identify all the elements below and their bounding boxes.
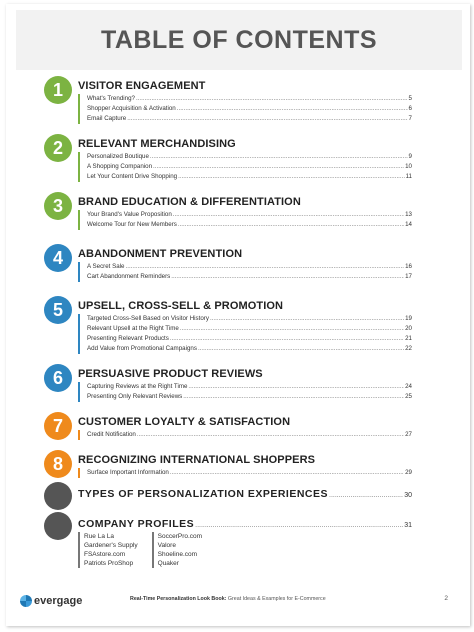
toc-item[interactable] — [87, 334, 412, 344]
toc-item[interactable] — [87, 324, 412, 334]
header-band — [16, 10, 462, 70]
section-dot — [44, 482, 72, 510]
section-items — [78, 430, 412, 440]
section-number-badge: 6 — [44, 364, 72, 392]
dot-leader — [136, 94, 408, 104]
section-items — [78, 262, 412, 282]
item-title: Presenting Only Relevant Reviews — [87, 393, 183, 400]
footer-caption-bold: Real-Time Personalization Look Book: — [130, 596, 227, 602]
toc-item[interactable] — [87, 114, 412, 124]
section-items — [78, 468, 412, 478]
section-items — [78, 382, 412, 402]
page-number: 21 — [405, 335, 412, 342]
item-title: A Shopping Companion — [87, 163, 153, 170]
dot-leader — [150, 152, 408, 162]
page-number: 6 — [408, 105, 412, 112]
toc-item[interactable] — [87, 262, 412, 272]
item-title: Cart Abandonment Reminders — [87, 273, 171, 280]
page-number: 9 — [408, 153, 412, 160]
dot-leader — [195, 522, 403, 529]
dot-leader — [173, 210, 404, 220]
toc-item[interactable] — [87, 152, 412, 162]
company-profile-link[interactable]: Valore — [157, 542, 176, 549]
item-title: Surface Important Information — [87, 469, 169, 476]
item-title: Let Your Content Drive Shopping — [87, 173, 178, 180]
dot-leader — [178, 172, 404, 182]
section-items — [78, 314, 412, 354]
logo-text: evergage — [34, 595, 83, 607]
item-title: Capturing Reviews at the Right Time — [87, 383, 188, 390]
toc-item[interactable] — [87, 172, 412, 182]
section-title[interactable]: BRAND EDUCATION & DIFFERENTIATION — [78, 196, 301, 208]
toc-item[interactable] — [87, 382, 412, 392]
dot-leader — [153, 162, 404, 172]
section-title[interactable]: RECOGNIZING INTERNATIONAL SHOPPERS — [78, 454, 316, 466]
profiles-column-right — [152, 532, 202, 568]
item-title: A Secret Sale — [87, 263, 125, 270]
dot-leader — [188, 382, 404, 392]
dot-leader — [198, 344, 404, 354]
toc-item[interactable] — [87, 468, 412, 478]
toc-item[interactable] — [87, 162, 412, 172]
page-number: 20 — [405, 325, 412, 332]
footer-caption-rest: Great Ideas & Examples for E-Commerce — [226, 596, 326, 602]
item-title: Welcome Tour for New Members — [87, 221, 177, 228]
section-number-badge: 3 — [44, 192, 72, 220]
toc-item[interactable] — [87, 272, 412, 282]
item-title: Email Capture — [87, 115, 127, 122]
section-title[interactable]: CUSTOMER LOYALTY & SATISFACTION — [78, 416, 291, 428]
company-profiles-list — [78, 532, 202, 568]
section-title[interactable]: ABANDONMENT PREVENTION — [78, 248, 243, 260]
dot-leader — [178, 220, 404, 230]
company-profile-link[interactable]: Quaker — [157, 560, 179, 567]
toc-entry-row[interactable] — [78, 488, 412, 500]
section-items — [78, 152, 412, 182]
dot-leader — [210, 314, 404, 324]
footer-page-number: 2 — [444, 595, 448, 602]
section-dot — [44, 512, 72, 540]
dot-leader — [126, 262, 405, 272]
item-title: Shopper Acquisition & Activation — [87, 105, 176, 112]
dot-leader — [170, 334, 404, 344]
toc-item[interactable] — [87, 344, 412, 354]
section-title[interactable]: PERSUASIVE PRODUCT REVIEWS — [78, 368, 263, 380]
evergage-logo-icon — [20, 595, 32, 607]
company-profile-link[interactable]: FSAstore.com — [84, 551, 126, 558]
item-title: Targeted Cross-Sell Based on Visitor History — [87, 315, 209, 322]
item-title: Relevant Upsell at the Right Time — [87, 325, 179, 332]
page-number: 25 — [405, 393, 412, 400]
dot-leader — [177, 104, 408, 114]
section-title: TYPES OF PERSONALIZATION EXPERIENCES — [78, 488, 329, 500]
toc-item[interactable] — [87, 314, 412, 324]
page-number: 11 — [405, 173, 412, 180]
page-number: 24 — [405, 383, 412, 390]
page-number: 27 — [405, 431, 412, 438]
dot-leader — [329, 492, 403, 499]
page-number: 30 — [404, 492, 412, 499]
toc-item[interactable] — [87, 392, 412, 402]
company-profile-link[interactable]: Gardener's Supply — [84, 542, 138, 549]
dot-leader — [127, 114, 407, 124]
page-number: 31 — [404, 522, 412, 529]
company-profile-link[interactable]: Patriots ProShop — [84, 560, 134, 567]
item-title: Credit Notification — [87, 431, 136, 438]
toc-item[interactable] — [87, 220, 412, 230]
page-number: 22 — [405, 345, 412, 352]
toc-item[interactable] — [87, 210, 412, 220]
profiles-column-left — [78, 532, 138, 568]
dot-leader — [183, 392, 404, 402]
item-title: Your Brand's Value Proposition — [87, 211, 172, 218]
footer-caption — [130, 596, 326, 602]
item-title: Add Value from Promotional Campaigns — [87, 345, 197, 352]
page-number: 17 — [405, 273, 412, 280]
page-number: 7 — [408, 115, 412, 122]
toc-item[interactable] — [87, 94, 412, 104]
company-profile-link[interactable]: SoccerPro.com — [157, 533, 203, 540]
section-number-badge: 5 — [44, 296, 72, 324]
page-number: 29 — [405, 469, 412, 476]
section-title[interactable]: RELEVANT MERCHANDISING — [78, 138, 236, 150]
page-title: TABLE OF CONTENTS — [100, 25, 378, 54]
toc-entry-row[interactable] — [78, 518, 412, 530]
toc-item[interactable] — [87, 104, 412, 114]
evergage-logo — [20, 595, 82, 607]
section-number-badge: 1 — [44, 76, 72, 104]
item-title: Presenting Relevant Products — [87, 335, 169, 342]
footer — [20, 590, 460, 612]
section-items — [78, 210, 412, 230]
page-number: 10 — [405, 163, 412, 170]
dot-leader — [137, 430, 404, 440]
company-profile-link[interactable]: Rue La La — [84, 533, 114, 540]
section-number-badge: 7 — [44, 412, 72, 440]
item-title: What's Trending? — [87, 95, 135, 102]
section-number-badge: 8 — [44, 450, 72, 478]
company-profile-link[interactable]: Shoeline.com — [157, 551, 198, 558]
section-number-badge: 2 — [44, 134, 72, 162]
page-number: 16 — [405, 263, 412, 270]
dot-leader — [180, 324, 404, 334]
section-title: COMPANY PROFILES — [78, 518, 195, 530]
section-number-badge: 4 — [44, 244, 72, 272]
toc-item[interactable] — [87, 430, 412, 440]
item-title: Personalized Boutique — [87, 153, 149, 160]
page-number: 13 — [405, 211, 412, 218]
page-number: 14 — [405, 221, 412, 228]
section-title[interactable]: VISITOR ENGAGEMENT — [78, 80, 206, 92]
page-number: 5 — [408, 95, 412, 102]
dot-leader — [170, 468, 404, 478]
document-page — [6, 4, 470, 626]
section-title[interactable]: UPSELL, CROSS-SELL & PROMOTION — [78, 300, 284, 312]
section-items — [78, 94, 412, 124]
page-number: 19 — [405, 315, 412, 322]
dot-leader — [171, 272, 404, 282]
